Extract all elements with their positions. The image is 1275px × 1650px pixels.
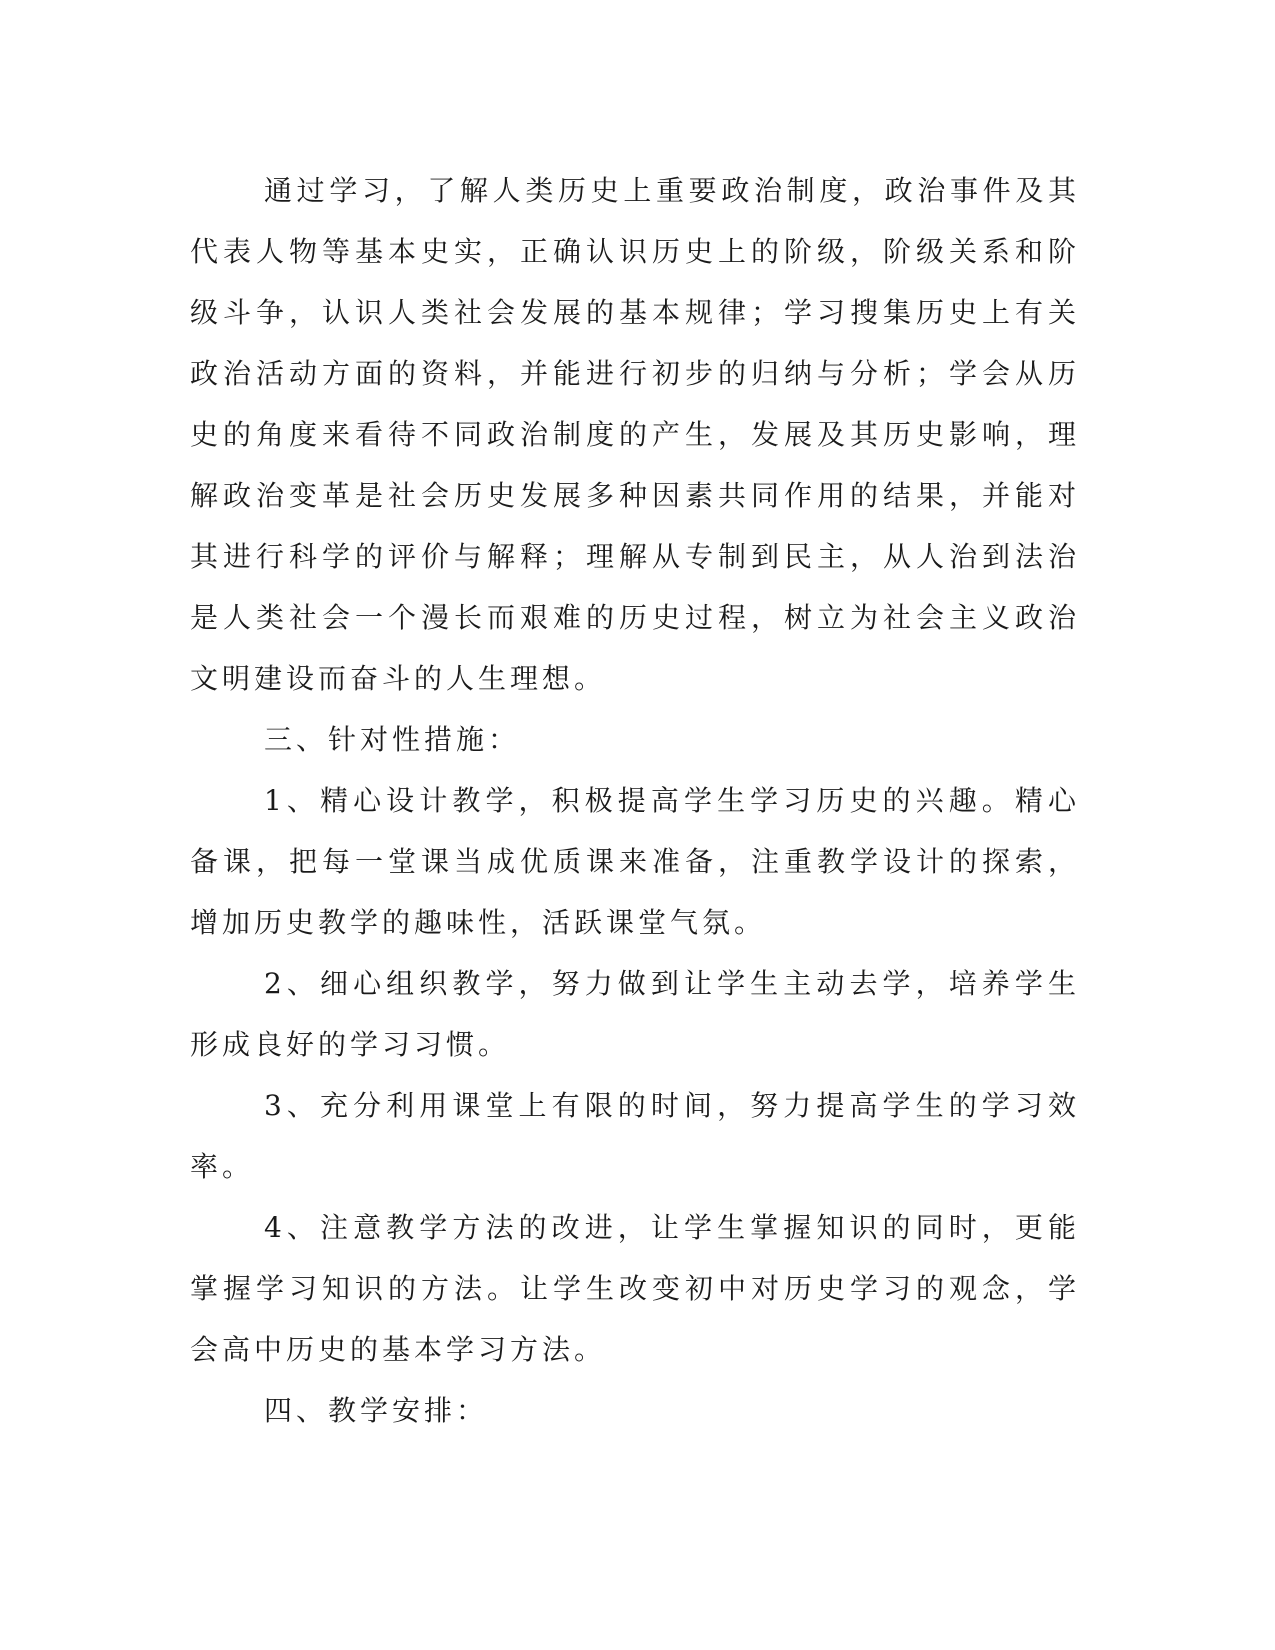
measure-item-2: 2、细心组织教学，努力做到让学生主动去学，培养学生形成良好的学习习惯。 xyxy=(190,967,1080,1061)
paragraph-learning-goals: 通过学习，了解人类历史上重要政治制度，政治事件及其代表人物等基本史实，正确认识历史上的阶级，阶级关系和阶级斗争，认识人类社会发展的基本规律；学习搜集历史上有关政治活动方面的资料，并能进行初步的归纳与分析；学会从历史的角度来看待不同政治制度的产生，发展及其历史影响，理解政治变革是社会历史发展多种因素共同作用的结果，并能对其进行科学的评价与解释；理解从专制到民主，从人治到法治是人类社会一个漫长而艰难的历史过程，树立为社会主义政治文明建设而奋斗的人生理想。 xyxy=(190,174,1080,695)
section-heading-schedule: 四、教学安排： xyxy=(264,1394,489,1427)
measure-item-4: 4、注意教学方法的改进，让学生掌握知识的同时，更能掌握学习知识的方法。让学生改变初中对历史学习的观念，学会高中历史的基本学习方法。 xyxy=(190,1211,1080,1366)
measure-item-3: 3、充分利用课堂上有限的时间，努力提高学生的学习效率。 xyxy=(190,1089,1080,1183)
measure-item-1: 1、精心设计教学，积极提高学生学习历史的兴趣。精心备课，把每一堂课当成优质课来准备，注重教学设计的探索，增加历史教学的趣味性，活跃课堂气氛。 xyxy=(190,784,1080,939)
document-body xyxy=(190,160,1080,1441)
section-heading-measures: 三、针对性措施： xyxy=(264,723,521,756)
